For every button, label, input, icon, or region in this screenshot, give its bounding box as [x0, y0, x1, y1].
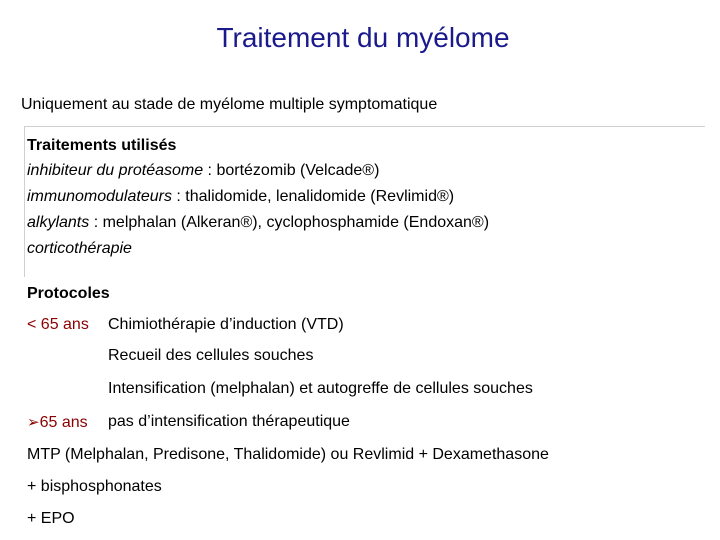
- extra-line: + bisphosphonates: [27, 478, 162, 495]
- age-over-65-row: [27, 413, 88, 432]
- treatment-term: corticothérapie: [27, 240, 132, 257]
- treatment-term: inhibiteur du protéasome: [27, 162, 204, 179]
- treatment-term: immunomodulateurs: [27, 188, 172, 205]
- protocols-heading: Protocoles: [27, 285, 110, 302]
- protocol-line: Intensification (melphalan) et autogreffe de cellules souches: [108, 380, 533, 397]
- arrow-bullet-icon: ➢: [27, 414, 40, 431]
- protocol-line: Chimiothérapie d’induction (VTD): [108, 316, 344, 333]
- mtp-line: MTP (Melphalan, Predisone, Thalidomide) ou Revlimid + Dexamethasone: [27, 446, 549, 463]
- treatment-item: [27, 240, 132, 258]
- treatment-item: [27, 188, 454, 206]
- treatment-detail: : bortézomib (Velcade®): [203, 162, 380, 179]
- slide-title: Traitement du myélome: [216, 22, 510, 53]
- protocol-line: Recueil des cellules souches: [108, 347, 314, 364]
- treatment-detail: : thalidomide, lenalidomide (Revlimid®): [171, 188, 455, 205]
- age-over-65-label: 65 ans: [39, 414, 88, 431]
- age-under-65-label: < 65 ans: [27, 316, 89, 333]
- treatment-term: alkylants: [27, 214, 90, 231]
- extra-line: + EPO: [27, 510, 75, 527]
- treatment-detail: : melphalan (Alkeran®), cyclophosphamide (Endoxan®): [89, 214, 490, 231]
- protocol-line: pas d’intensification thérapeutique: [108, 413, 350, 430]
- treatments-heading: Traitements utilisés: [27, 137, 177, 154]
- treatment-item: [27, 214, 489, 232]
- subtitle: Uniquement au stade de myélome multiple symptomatique: [21, 96, 438, 113]
- treatment-item: [27, 162, 379, 180]
